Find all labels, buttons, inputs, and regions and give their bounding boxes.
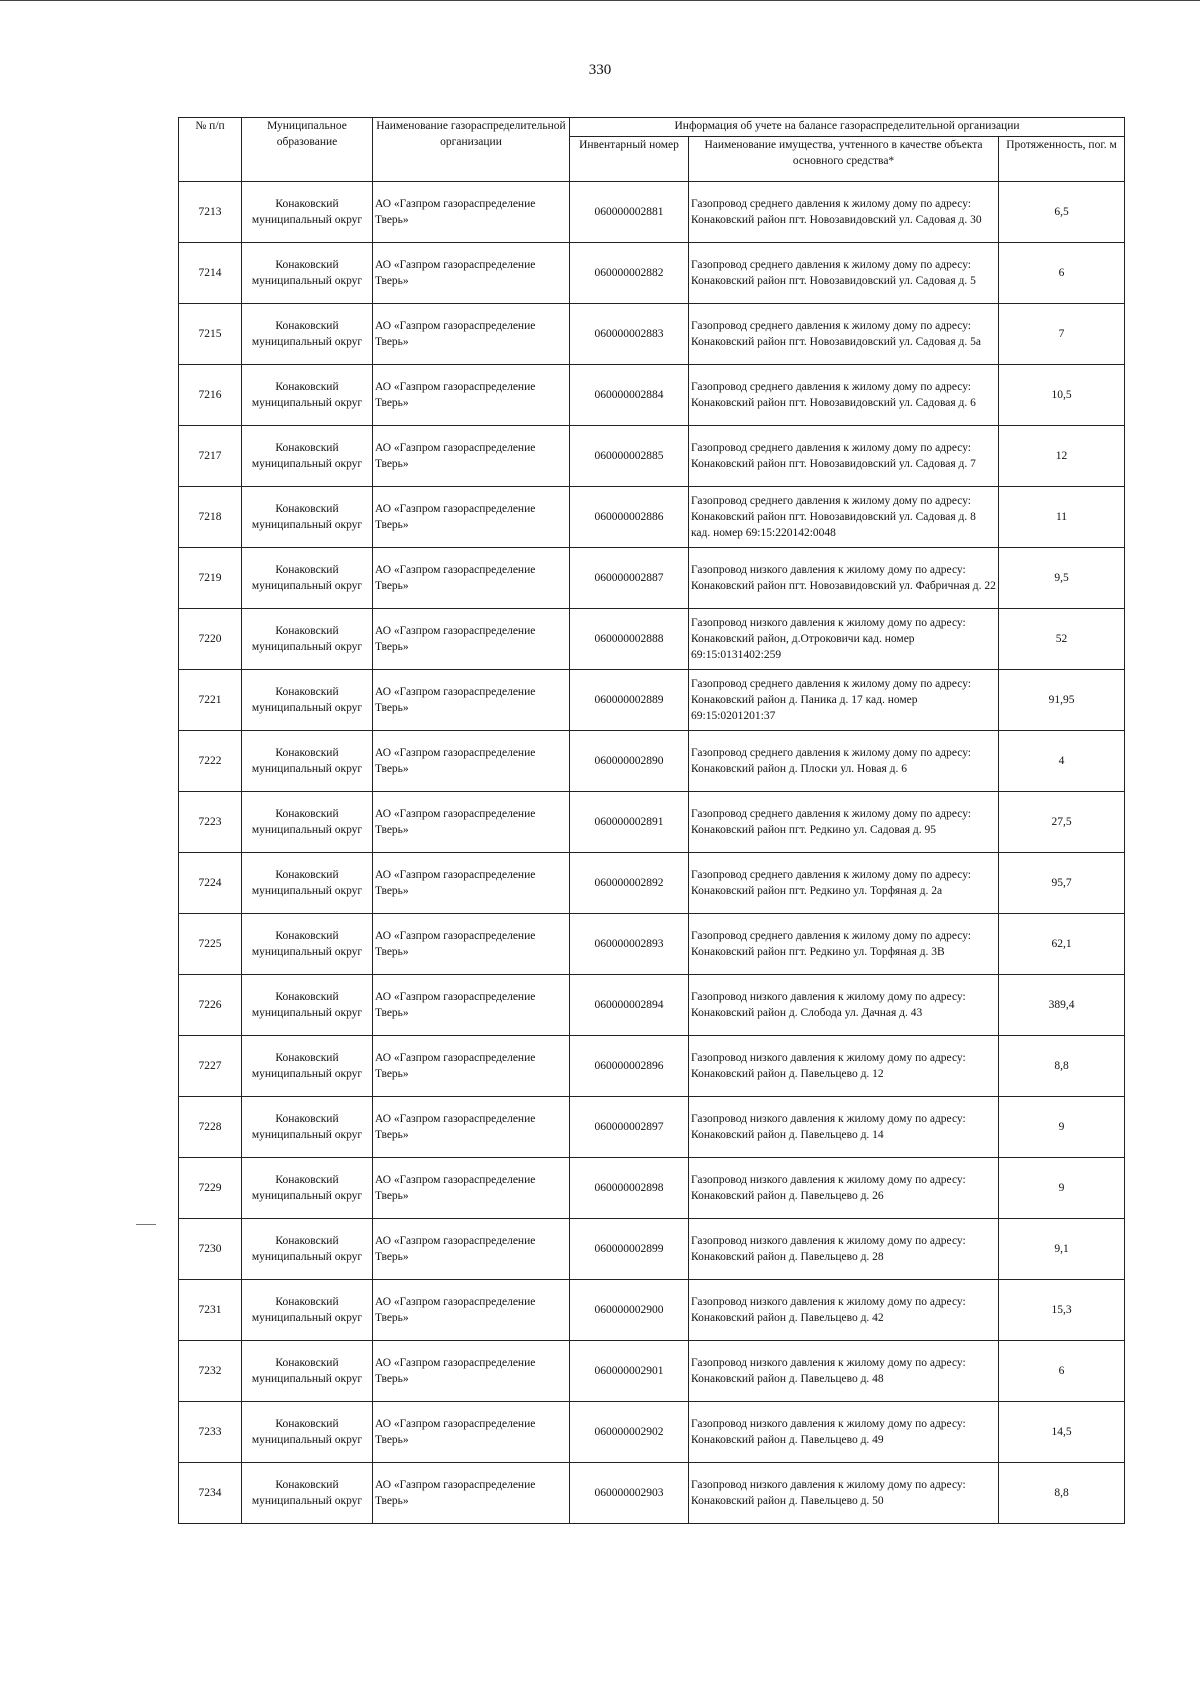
cell-num: 7232 xyxy=(179,1341,242,1402)
page-top-edge xyxy=(0,0,1200,2)
cell-inventory: 060000002883 xyxy=(570,304,689,365)
table-row xyxy=(179,1158,1125,1219)
cell-org: АО «Газпром газораспределение Тверь» xyxy=(373,1402,570,1463)
cell-length: 11 xyxy=(999,487,1125,548)
cell-num: 7228 xyxy=(179,1097,242,1158)
table-row xyxy=(179,1036,1125,1097)
cell-length: 9 xyxy=(999,1097,1125,1158)
cell-num: 7222 xyxy=(179,731,242,792)
cell-description: Газопровод среднего давления к жилому дому по адресу: Конаковский район д. Паника д. 17 кад. номер 69:15:0201201:37 xyxy=(689,670,999,731)
table-row xyxy=(179,1402,1125,1463)
cell-description: Газопровод среднего давления к жилому дому по адресу: Конаковский район пгт. Редкино ул. Торфяная д. 2а xyxy=(689,853,999,914)
cell-num: 7231 xyxy=(179,1280,242,1341)
cell-num: 7214 xyxy=(179,243,242,304)
cell-description: Газопровод среднего давления к жилому дому по адресу: Конаковский район пгт. Новозавидовский ул. Садовая д. 7 xyxy=(689,426,999,487)
cell-length: 6,5 xyxy=(999,182,1125,243)
cell-description: Газопровод низкого давления к жилому дому по адресу: Конаковский район д. Павельцево д. 14 xyxy=(689,1097,999,1158)
cell-length: 14,5 xyxy=(999,1402,1125,1463)
table-row xyxy=(179,1463,1125,1524)
cell-description: Газопровод среднего давления к жилому дому по адресу: Конаковский район пгт. Новозавидовский ул. Садовая д. 5 xyxy=(689,243,999,304)
cell-municipality: Конаковский муниципальный округ xyxy=(242,304,373,365)
cell-org: АО «Газпром газораспределение Тверь» xyxy=(373,304,570,365)
cell-municipality: Конаковский муниципальный округ xyxy=(242,426,373,487)
cell-municipality: Конаковский муниципальный округ xyxy=(242,1341,373,1402)
cell-inventory: 060000002889 xyxy=(570,670,689,731)
cell-description: Газопровод низкого давления к жилому дому по адресу: Конаковский район д. Павельцево д. 48 xyxy=(689,1341,999,1402)
cell-inventory: 060000002896 xyxy=(570,1036,689,1097)
cell-org: АО «Газпром газораспределение Тверь» xyxy=(373,1280,570,1341)
table-row xyxy=(179,975,1125,1036)
cell-description: Газопровод среднего давления к жилому дому по адресу: Конаковский район пгт. Редкино ул. Садовая д. 95 xyxy=(689,792,999,853)
cell-org: АО «Газпром газораспределение Тверь» xyxy=(373,487,570,548)
cell-length: 8,8 xyxy=(999,1036,1125,1097)
table-row xyxy=(179,304,1125,365)
cell-org: АО «Газпром газораспределение Тверь» xyxy=(373,426,570,487)
table-row xyxy=(179,670,1125,731)
table-row xyxy=(179,1280,1125,1341)
header-num: № п/п xyxy=(179,118,242,182)
cell-org: АО «Газпром газораспределение Тверь» xyxy=(373,731,570,792)
cell-org: АО «Газпром газораспределение Тверь» xyxy=(373,792,570,853)
cell-length: 10,5 xyxy=(999,365,1125,426)
cell-inventory: 060000002887 xyxy=(570,548,689,609)
cell-municipality: Конаковский муниципальный округ xyxy=(242,1280,373,1341)
cell-inventory: 060000002882 xyxy=(570,243,689,304)
header-inventory: Инвентарный номер xyxy=(570,137,689,182)
cell-inventory: 060000002891 xyxy=(570,792,689,853)
cell-org: АО «Газпром газораспределение Тверь» xyxy=(373,1341,570,1402)
cell-inventory: 060000002897 xyxy=(570,1097,689,1158)
table-row xyxy=(179,487,1125,548)
cell-length: 9 xyxy=(999,1158,1125,1219)
cell-org: АО «Газпром газораспределение Тверь» xyxy=(373,1219,570,1280)
header-balance-info: Информация об учете на балансе газораспределительной организации xyxy=(570,118,1125,137)
cell-description: Газопровод низкого давления к жилому дому по адресу: Конаковский район д. Павельцево д. 49 xyxy=(689,1402,999,1463)
table-body xyxy=(179,182,1125,1524)
cell-length: 91,95 xyxy=(999,670,1125,731)
cell-inventory: 060000002902 xyxy=(570,1402,689,1463)
cell-description: Газопровод низкого давления к жилому дому по адресу: Конаковский район д. Слобода ул. Дачная д. 43 xyxy=(689,975,999,1036)
table-row xyxy=(179,426,1125,487)
cell-inventory: 060000002898 xyxy=(570,1158,689,1219)
cell-num: 7216 xyxy=(179,365,242,426)
cell-description: Газопровод низкого давления к жилому дому по адресу: Конаковский район д. Павельцево д. 28 xyxy=(689,1219,999,1280)
cell-description: Газопровод среднего давления к жилому дому по адресу: Конаковский район пгт. Новозавидовский ул. Садовая д. 5а xyxy=(689,304,999,365)
table-row xyxy=(179,853,1125,914)
cell-num: 7227 xyxy=(179,1036,242,1097)
cell-length: 52 xyxy=(999,609,1125,670)
cell-municipality: Конаковский муниципальный округ xyxy=(242,792,373,853)
cell-municipality: Конаковский муниципальный округ xyxy=(242,1219,373,1280)
cell-num: 7220 xyxy=(179,609,242,670)
table-row xyxy=(179,731,1125,792)
cell-description: Газопровод низкого давления к жилому дому по адресу: Конаковский район д. Павельцево д. 12 xyxy=(689,1036,999,1097)
header-municipality: Муниципальное образование xyxy=(242,118,373,182)
cell-municipality: Конаковский муниципальный округ xyxy=(242,670,373,731)
cell-municipality: Конаковский муниципальный округ xyxy=(242,731,373,792)
cell-inventory: 060000002886 xyxy=(570,487,689,548)
header-org: Наименование газораспределительной организации xyxy=(373,118,570,182)
cell-length: 12 xyxy=(999,426,1125,487)
cell-inventory: 060000002892 xyxy=(570,853,689,914)
table-row xyxy=(179,365,1125,426)
header-length: Протяженность, пог. м xyxy=(999,137,1125,182)
cell-org: АО «Газпром газораспределение Тверь» xyxy=(373,548,570,609)
cell-municipality: Конаковский муниципальный округ xyxy=(242,1463,373,1524)
cell-inventory: 060000002903 xyxy=(570,1463,689,1524)
cell-num: 7218 xyxy=(179,487,242,548)
cell-num: 7223 xyxy=(179,792,242,853)
cell-inventory: 060000002899 xyxy=(570,1219,689,1280)
cell-description: Газопровод среднего давления к жилому дому по адресу: Конаковский район пгт. Новозавидовский ул. Садовая д. 30 xyxy=(689,182,999,243)
table-row xyxy=(179,792,1125,853)
cell-municipality: Конаковский муниципальный округ xyxy=(242,1036,373,1097)
cell-municipality: Конаковский муниципальный округ xyxy=(242,548,373,609)
table-row xyxy=(179,182,1125,243)
cell-description: Газопровод низкого давления к жилому дому по адресу: Конаковский район, д.Отроковичи кад. номер 69:15:0131402:259 xyxy=(689,609,999,670)
cell-length: 62,1 xyxy=(999,914,1125,975)
table-row xyxy=(179,1097,1125,1158)
cell-municipality: Конаковский муниципальный округ xyxy=(242,609,373,670)
cell-org: АО «Газпром газораспределение Тверь» xyxy=(373,853,570,914)
cell-inventory: 060000002884 xyxy=(570,365,689,426)
header-description: Наименование имущества, учтенного в качестве объекта основного средства* xyxy=(689,137,999,182)
cell-description: Газопровод среднего давления к жилому дому по адресу: Конаковский район пгт. Редкино ул. Торфяная д. 3В xyxy=(689,914,999,975)
cell-length: 8,8 xyxy=(999,1463,1125,1524)
cell-length: 6 xyxy=(999,243,1125,304)
cell-inventory: 060000002893 xyxy=(570,914,689,975)
cell-length: 9,5 xyxy=(999,548,1125,609)
cell-municipality: Конаковский муниципальный округ xyxy=(242,1402,373,1463)
page-number: 330 xyxy=(588,62,612,78)
table-row xyxy=(179,609,1125,670)
cell-municipality: Конаковский муниципальный округ xyxy=(242,1158,373,1219)
cell-description: Газопровод низкого давления к жилому дому по адресу: Конаковский район д. Павельцево д. 26 xyxy=(689,1158,999,1219)
cell-inventory: 060000002901 xyxy=(570,1341,689,1402)
cell-num: 7215 xyxy=(179,304,242,365)
cell-org: АО «Газпром газораспределение Тверь» xyxy=(373,975,570,1036)
cell-org: АО «Газпром газораспределение Тверь» xyxy=(373,365,570,426)
cell-municipality: Конаковский муниципальный округ xyxy=(242,853,373,914)
registry-table xyxy=(178,117,1125,1524)
cell-inventory: 060000002881 xyxy=(570,182,689,243)
cell-num: 7224 xyxy=(179,853,242,914)
cell-municipality: Конаковский муниципальный округ xyxy=(242,243,373,304)
cell-description: Газопровод среднего давления к жилому дому по адресу: Конаковский район пгт. Новозавидовский ул. Садовая д. 8 кад. номер 69:15:220142:0048 xyxy=(689,487,999,548)
cell-inventory: 060000002900 xyxy=(570,1280,689,1341)
cell-description: Газопровод низкого давления к жилому дому по адресу: Конаковский район д. Павельцево д. 42 xyxy=(689,1280,999,1341)
table-row xyxy=(179,548,1125,609)
cell-org: АО «Газпром газораспределение Тверь» xyxy=(373,914,570,975)
table-row xyxy=(179,1219,1125,1280)
cell-org: АО «Газпром газораспределение Тверь» xyxy=(373,609,570,670)
cell-num: 7226 xyxy=(179,975,242,1036)
cell-length: 4 xyxy=(999,731,1125,792)
cell-org: АО «Газпром газораспределение Тверь» xyxy=(373,1463,570,1524)
cell-inventory: 060000002894 xyxy=(570,975,689,1036)
cell-length: 7 xyxy=(999,304,1125,365)
table-header xyxy=(179,118,1125,182)
cell-municipality: Конаковский муниципальный округ xyxy=(242,1097,373,1158)
cell-municipality: Конаковский муниципальный округ xyxy=(242,914,373,975)
cell-description: Газопровод среднего давления к жилому дому по адресу: Конаковский район д. Плоски ул. Новая д. 6 xyxy=(689,731,999,792)
cell-inventory: 060000002888 xyxy=(570,609,689,670)
cell-num: 7230 xyxy=(179,1219,242,1280)
cell-num: 7217 xyxy=(179,426,242,487)
scan-mark xyxy=(136,1224,156,1225)
cell-length: 6 xyxy=(999,1341,1125,1402)
cell-num: 7219 xyxy=(179,548,242,609)
cell-num: 7225 xyxy=(179,914,242,975)
cell-description: Газопровод среднего давления к жилому дому по адресу: Конаковский район пгт. Новозавидовский ул. Садовая д. 6 xyxy=(689,365,999,426)
cell-num: 7213 xyxy=(179,182,242,243)
cell-org: АО «Газпром газораспределение Тверь» xyxy=(373,1097,570,1158)
cell-description: Газопровод низкого давления к жилому дому по адресу: Конаковский район д. Павельцево д. 50 xyxy=(689,1463,999,1524)
cell-description: Газопровод низкого давления к жилому дому по адресу: Конаковский район пгт. Новозавидовский ул. Фабричная д. 22 xyxy=(689,548,999,609)
cell-municipality: Конаковский муниципальный округ xyxy=(242,975,373,1036)
cell-num: 7229 xyxy=(179,1158,242,1219)
table-row xyxy=(179,243,1125,304)
cell-org: АО «Газпром газораспределение Тверь» xyxy=(373,243,570,304)
cell-length: 389,4 xyxy=(999,975,1125,1036)
cell-municipality: Конаковский муниципальный округ xyxy=(242,182,373,243)
cell-org: АО «Газпром газораспределение Тверь» xyxy=(373,670,570,731)
cell-num: 7221 xyxy=(179,670,242,731)
cell-num: 7234 xyxy=(179,1463,242,1524)
cell-length: 15,3 xyxy=(999,1280,1125,1341)
cell-inventory: 060000002890 xyxy=(570,731,689,792)
table-row xyxy=(179,1341,1125,1402)
cell-org: АО «Газпром газораспределение Тверь» xyxy=(373,1158,570,1219)
cell-municipality: Конаковский муниципальный округ xyxy=(242,487,373,548)
cell-municipality: Конаковский муниципальный округ xyxy=(242,365,373,426)
cell-length: 9,1 xyxy=(999,1219,1125,1280)
cell-length: 95,7 xyxy=(999,853,1125,914)
table-row xyxy=(179,914,1125,975)
cell-org: АО «Газпром газораспределение Тверь» xyxy=(373,182,570,243)
cell-org: АО «Газпром газораспределение Тверь» xyxy=(373,1036,570,1097)
cell-length: 27,5 xyxy=(999,792,1125,853)
cell-num: 7233 xyxy=(179,1402,242,1463)
cell-inventory: 060000002885 xyxy=(570,426,689,487)
